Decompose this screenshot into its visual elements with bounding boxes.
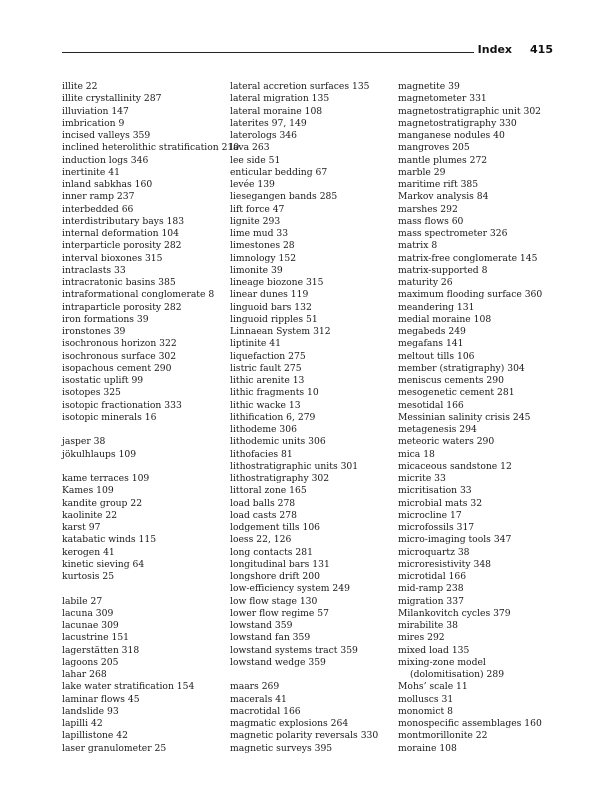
- index-entry: induction logs 346: [62, 154, 149, 166]
- index-entry: lateral migration 135: [230, 93, 330, 105]
- index-entry: marshes 292: [398, 203, 458, 215]
- index-entry: magnetic polarity reversals 330: [230, 730, 379, 742]
- index-entry: lee side 51: [230, 154, 281, 166]
- index-entry: isochronous horizon 322: [62, 338, 177, 350]
- index-entry: isostatic uplift 99: [62, 375, 144, 386]
- index-entry: isopachous cement 290: [62, 362, 172, 374]
- index-entry: lacuna 309: [62, 607, 114, 619]
- index-entry: linear dunes 119: [230, 289, 309, 301]
- index-entry: imbrication 9: [62, 117, 125, 129]
- index-entry: matrix-supported 8: [398, 264, 488, 276]
- index-entry: matrix-free conglomerate 145: [398, 252, 538, 264]
- index-entry: kinetic sieving 64: [62, 558, 145, 570]
- index-entry: mixing-zone model: [398, 656, 486, 668]
- letter-group-gap: [230, 669, 390, 681]
- index-entry: Messinian salinity crisis 245: [398, 411, 531, 423]
- index-entry: maars 269: [230, 681, 280, 693]
- index-entry: lower flow regime 57: [230, 607, 329, 619]
- index-entry: interbedded 66: [62, 203, 134, 215]
- index-entry: iron formations 39: [62, 313, 149, 325]
- index-entry: lithodeme 306: [230, 424, 297, 435]
- index-entry: low flow stage 130: [230, 595, 318, 607]
- index-entry: lowstand fan 359: [230, 632, 311, 644]
- index-entry: Kames 109: [62, 485, 114, 497]
- index-entry: magnetostratigraphic unit 302: [398, 105, 542, 117]
- index-entry: micro-imaging tools 347: [398, 534, 512, 546]
- index-entry: lithofacies 81: [230, 448, 293, 460]
- index-entry: kurtosis 25: [62, 571, 115, 582]
- index-entry: lithic fragments 10: [230, 387, 319, 399]
- index-entry: mires 292: [398, 632, 445, 644]
- index-entry: meandering 131: [398, 301, 475, 313]
- index-entry: megafans 141: [398, 338, 464, 350]
- index-entry: illite 22: [62, 81, 98, 92]
- index-entry: mica 18: [398, 448, 435, 460]
- index-entry: linguoid bars 132: [230, 301, 312, 313]
- letter-group-gap: [62, 583, 227, 595]
- index-entry: laterologs 346: [230, 130, 297, 141]
- index-entry: interparticle porosity 282: [62, 240, 182, 252]
- index-entry: low-efficiency system 249: [230, 583, 350, 595]
- index-entry: magnetostratigraphy 330: [398, 117, 517, 129]
- index-entry: Linnaean System 312: [230, 326, 331, 337]
- index-entry: monospecific assemblages 160: [398, 718, 542, 729]
- index-entry: lime mud 33: [230, 228, 289, 239]
- index-entry: medial moraine 108: [398, 313, 492, 325]
- index-entry: magmatic explosions 264: [230, 718, 349, 729]
- index-entry: limonite 39: [230, 264, 283, 276]
- index-entry: lithic arenite 13: [230, 375, 305, 386]
- index-entry: lacustrine 151: [62, 632, 130, 644]
- index-entry: lignite 293: [230, 215, 281, 227]
- index-entry: lithic wacke 13: [230, 399, 301, 411]
- index-entry: listric fault 275: [230, 362, 302, 374]
- index-entry: lodgement tills 106: [230, 522, 321, 533]
- index-entry: isotopic minerals 16: [62, 411, 157, 423]
- index-entry: megabeds 249: [398, 326, 466, 337]
- index-entry: inertinite 41: [62, 166, 120, 178]
- section-title: Index: [477, 43, 513, 56]
- index-entry: karst 97: [62, 522, 101, 533]
- index-entry: illuviation 147: [62, 105, 129, 117]
- index-entry: inclined heterolithic stratification 210: [62, 142, 240, 154]
- index-entry: kerogen 41: [62, 546, 115, 558]
- index-entry: matrix 8: [398, 240, 438, 252]
- index-entry: limnology 152: [230, 252, 297, 264]
- index-entry: mid-ramp 238: [398, 583, 464, 595]
- index-entry: magnetic surveys 395: [230, 742, 333, 754]
- index-entry: interdistributary bays 183: [62, 215, 185, 227]
- index-entry: kame terraces 109: [62, 473, 150, 484]
- index-entry: intraparticle porosity 282: [62, 301, 182, 313]
- index-entry: moraine 108: [398, 742, 457, 754]
- index-column-2: [230, 81, 390, 755]
- index-entry: intraformational conglomerate 8: [62, 289, 215, 301]
- index-entry: microfossils 317: [398, 522, 475, 533]
- index-entry: longshore drift 200: [230, 571, 320, 582]
- index-entry: jökulhlaups 109: [62, 448, 137, 460]
- index-entry: maximum flooding surface 360: [398, 289, 543, 301]
- index-entry: microtidal 166: [398, 571, 467, 582]
- index-entry: lowstand 359: [230, 620, 293, 631]
- index-entry: lithostratigraphic units 301: [230, 460, 359, 472]
- index-entry: isochronous surface 302: [62, 350, 177, 362]
- page-number: 415: [530, 43, 553, 56]
- index-entry: longitudinal bars 131: [230, 558, 330, 570]
- index-entry: enticular bedding 67: [230, 166, 328, 178]
- index-entry: kandite group 22: [62, 497, 143, 509]
- index-entry: load casts 278: [230, 509, 297, 521]
- index-entry: isotopic fractionation 333: [62, 399, 182, 411]
- index-entry: lithification 6, 279: [230, 411, 316, 423]
- letter-group-gap: [62, 461, 227, 473]
- index-entry: lake water stratification 154: [62, 681, 195, 693]
- index-entry: microquartz 38: [398, 546, 470, 558]
- index-entry: micrite 33: [398, 473, 446, 484]
- index-entry: migration 337: [398, 595, 464, 607]
- index-entry: incised valleys 359: [62, 130, 151, 141]
- index-entry: magnetometer 331: [398, 93, 487, 105]
- index-entry: lagerstätten 318: [62, 644, 140, 656]
- index-entry: lithodemic units 306: [230, 436, 326, 448]
- index-entry: landslide 93: [62, 705, 119, 717]
- index-entry: member (stratigraphy) 304: [398, 362, 525, 374]
- index-entry: mass flows 60: [398, 215, 464, 227]
- index-entry: lava 263: [230, 142, 270, 154]
- index-entry: liesegangen bands 285: [230, 191, 338, 203]
- index-entry: macrotidal 166: [230, 705, 301, 717]
- index-entry: lithostratigraphy 302: [230, 473, 330, 484]
- index-entry: intracratonic basins 385: [62, 277, 176, 288]
- index-entry: meltout tills 106: [398, 350, 475, 362]
- index-entry: lacunae 309: [62, 620, 119, 631]
- index-entry: illite crystallinity 287: [62, 93, 162, 105]
- index-entry: meteoric waters 290: [398, 436, 495, 448]
- index-entry: mass spectrometer 326: [398, 228, 508, 239]
- index-entry: labile 27: [62, 595, 103, 607]
- index-entry: maritime rift 385: [398, 179, 479, 190]
- index-entry: micritisation 33: [398, 485, 472, 497]
- running-header: [478, 43, 553, 56]
- index-entry: mesogenetic cement 281: [398, 387, 515, 399]
- index-entry: marble 29: [398, 166, 446, 178]
- index-entry: lowstand wedge 359: [230, 656, 326, 668]
- index-entry: maturity 26: [398, 277, 453, 288]
- index-entry: laterites 97, 149: [230, 117, 307, 129]
- index-entry: mesotidal 166: [398, 399, 464, 411]
- index-entry: ironstones 39: [62, 326, 126, 337]
- index-entry: limestones 28: [230, 240, 295, 252]
- index-entry: meniscus cements 290: [398, 375, 504, 386]
- index-entry: metagenesis 294: [398, 424, 477, 435]
- index-entry: Markov analysis 84: [398, 191, 489, 203]
- index-entry: lahar 268: [62, 669, 107, 680]
- index-column-3: [398, 81, 568, 755]
- index-entry: molluscs 31: [398, 693, 454, 705]
- index-entry: (dolomitisation) 289: [410, 669, 505, 680]
- index-entry: lateral accretion surfaces 135: [230, 81, 370, 92]
- index-entry: linguoid ripples 51: [230, 313, 318, 325]
- index-entry: intraclasts 33: [62, 264, 126, 276]
- index-entry: interval bioxones 315: [62, 252, 163, 264]
- index-entry: macerals 41: [230, 693, 287, 705]
- index-entry: inner ramp 237: [62, 191, 135, 203]
- index-entry: load balls 278: [230, 497, 296, 509]
- index-entry: microcline 17: [398, 509, 462, 521]
- index-entry: manganese nodules 40: [398, 130, 505, 141]
- index-entry: lapillistone 42: [62, 730, 128, 742]
- index-entry: mantle plumes 272: [398, 154, 488, 166]
- index-entry: lift force 47: [230, 203, 285, 215]
- index-entry: liquefaction 275: [230, 350, 306, 362]
- index-entry: levée 139: [230, 179, 275, 190]
- index-entry: jasper 38: [62, 436, 106, 448]
- index-entry: isotopes 325: [62, 387, 121, 399]
- index-entry: mixed load 135: [398, 644, 470, 656]
- index-entry: lapilli 42: [62, 718, 103, 729]
- index-entry: laminar flows 45: [62, 693, 140, 705]
- index-entry: loess 22, 126: [230, 534, 292, 546]
- index-entry: littoral zone 165: [230, 485, 307, 497]
- index-entry: Mohs’ scale 11: [398, 681, 468, 693]
- index-entry: long contacts 281: [230, 546, 313, 558]
- index-entry: microresistivity 348: [398, 558, 492, 570]
- index-column-1: [62, 81, 240, 755]
- index-entry: internal deformation 104: [62, 228, 179, 239]
- index-entry: micaceous sandstone 12: [398, 460, 512, 472]
- index-entry: Milankovitch cycles 379: [398, 607, 511, 619]
- index-entry: lineage biozone 315: [230, 277, 324, 288]
- header-rule: [62, 52, 474, 53]
- index-entry: mirabilite 38: [398, 620, 458, 631]
- index-entry: magnetite 39: [398, 81, 460, 92]
- index-entry: liptinite 41: [230, 338, 281, 350]
- index-entry: lagoons 205: [62, 656, 119, 668]
- index-entry: microbial mats 32: [398, 497, 483, 509]
- index-entry: lateral moraine 108: [230, 105, 323, 117]
- index-entry: lowstand systems tract 359: [230, 644, 358, 656]
- index-entry: laser granulometer 25: [62, 742, 167, 754]
- index-entry: mangroves 205: [398, 142, 470, 154]
- index-entry: monomict 8: [398, 705, 453, 717]
- index-entry: kaolinite 22: [62, 509, 118, 521]
- index-entry: katabatic winds 115: [62, 534, 157, 546]
- letter-group-gap: [62, 424, 227, 436]
- index-entry: inland sabkhas 160: [62, 179, 153, 190]
- index-entry: montmorillonite 22: [398, 730, 488, 742]
